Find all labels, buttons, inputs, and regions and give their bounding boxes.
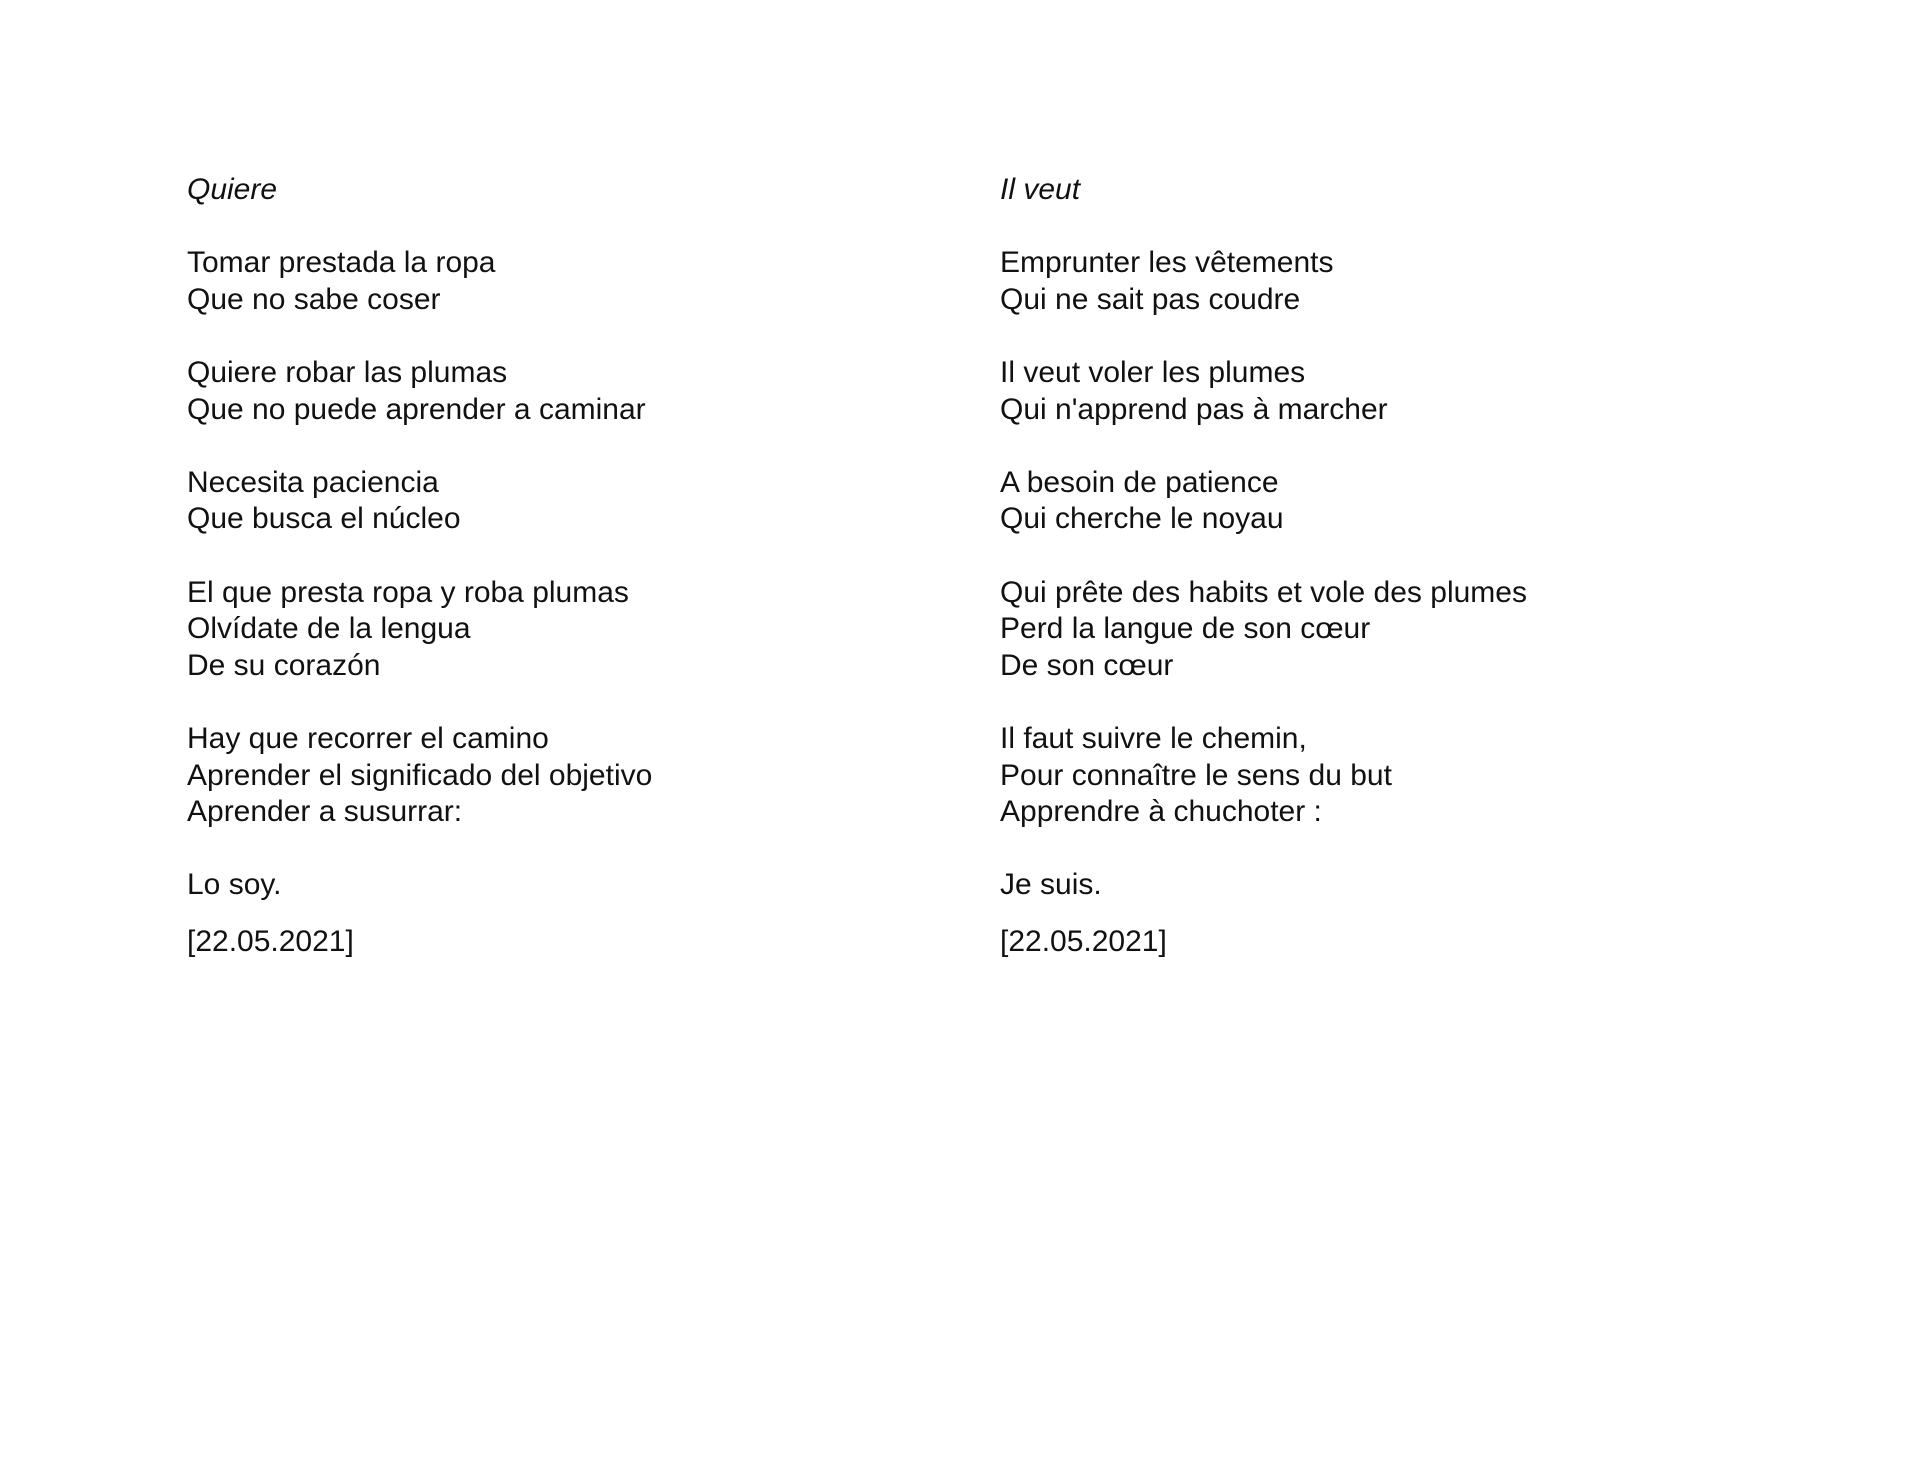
stanza-gap: [187, 684, 652, 721]
poem-title: Il veut: [1000, 173, 1081, 206]
poem-french: [1000, 172, 1527, 960]
stanza-gap: [1000, 209, 1527, 246]
poem-line: Perd la langue de son cœur: [1000, 612, 1371, 646]
poem-line: Il veut voler les plumes: [1000, 355, 1306, 389]
stanza-gap: [1000, 318, 1527, 355]
poem-line: Tomar prestada la ropa: [187, 246, 496, 280]
poem-line: Qui cherche le noyau: [1000, 502, 1284, 536]
stanza-gap: [187, 209, 652, 246]
poem-line: De son cœur: [1000, 648, 1174, 682]
poem-line: El que presta ropa y roba plumas: [187, 575, 629, 609]
poem-line: Qui ne sait pas coudre: [1000, 282, 1301, 316]
poem-line: Necesita paciencia: [187, 465, 439, 499]
poem-line: Apprendre à chuchoter :: [1000, 795, 1322, 829]
poem-title: Quiere: [187, 173, 278, 206]
poem-line: Hay que recorrer el camino: [187, 721, 549, 755]
poem-line: De su corazón: [187, 648, 381, 682]
stanza-gap: [1000, 831, 1527, 868]
poem-spanish: [187, 172, 652, 960]
stanza-gap: [1000, 538, 1527, 575]
poem-line: Emprunter les vêtements: [1000, 246, 1334, 280]
poem-line: Lo soy.: [187, 868, 282, 902]
poem-line: Quiere robar las plumas: [187, 355, 508, 389]
poem-line: Qui prête des habits et vole des plumes: [1000, 575, 1527, 609]
poem-line: Que no puede aprender a caminar: [187, 392, 646, 426]
poem-line: Il faut suivre le chemin,: [1000, 721, 1307, 755]
poem-date: [22.05.2021]: [1000, 924, 1167, 958]
poem-line: Qui n'apprend pas à marcher: [1000, 392, 1388, 426]
poem-line: Aprender el significado del objetivo: [187, 758, 653, 792]
stanza-gap: [187, 318, 652, 355]
poem-line: Que no sabe coser: [187, 282, 441, 316]
poem-line: Pour connaître le sens du but: [1000, 758, 1392, 792]
stanza-gap: [187, 428, 652, 465]
poem-line: Olvídate de la lengua: [187, 612, 471, 646]
poem-line: Que busca el núcleo: [187, 502, 461, 536]
stanza-gap: [187, 831, 652, 868]
stanza-gap: [1000, 428, 1527, 465]
poem-line: Je suis.: [1000, 868, 1102, 902]
stanza-gap: [187, 538, 652, 575]
poem-line: A besoin de patience: [1000, 465, 1279, 499]
poem-date: [22.05.2021]: [187, 924, 354, 958]
stanza-gap: [1000, 684, 1527, 721]
poem-line: Aprender a susurrar:: [187, 795, 463, 829]
